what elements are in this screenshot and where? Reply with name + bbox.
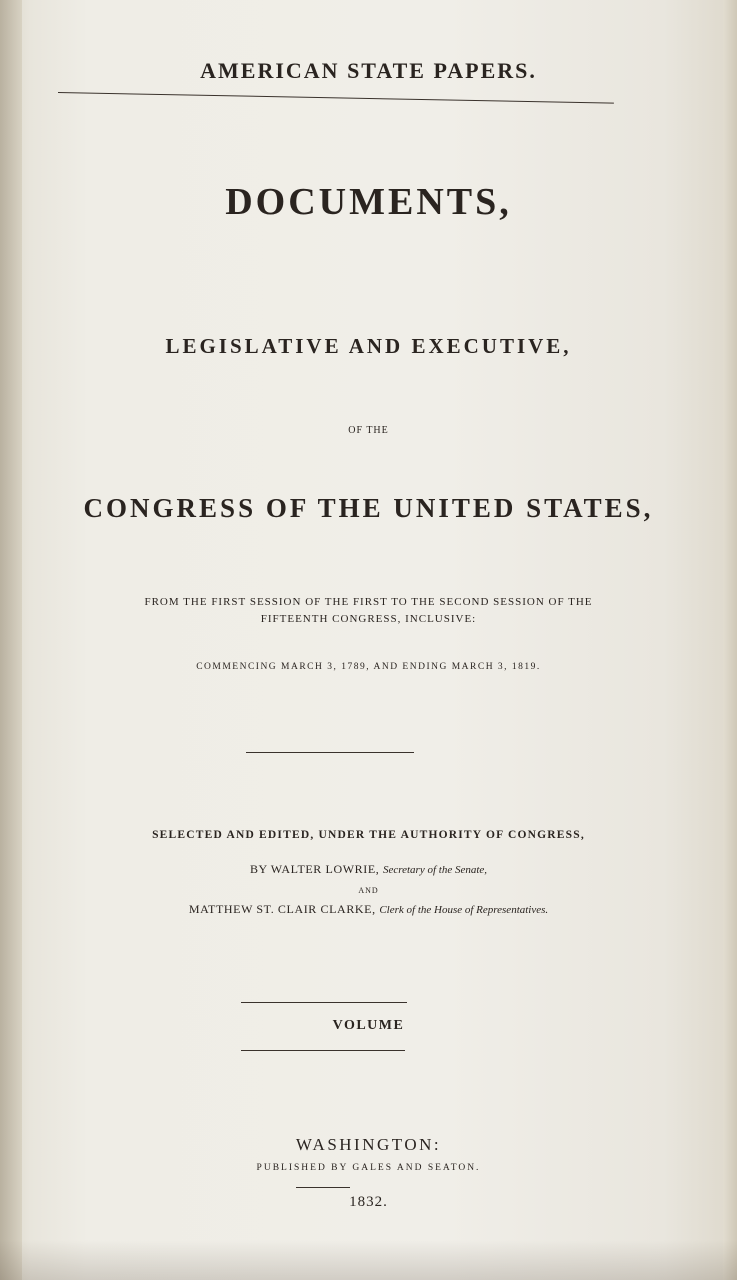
scope-line-1: FROM THE FIRST SESSION OF THE FIRST TO THE SECOND SESSION OF THE xyxy=(144,596,593,608)
volume-label: VOLUME xyxy=(332,1018,405,1033)
imprint-publisher: PUBLISHED BY GALES AND SEATON. xyxy=(256,1163,481,1173)
editor-1-name: BY WALTER LOWRIE, xyxy=(249,862,380,876)
main-title: DOCUMENTS, xyxy=(225,181,512,223)
divider-rule xyxy=(246,752,414,753)
imprint-city: WASHINGTON: xyxy=(295,1135,442,1154)
volume-rule-top xyxy=(241,1002,407,1003)
editorial-statement: SELECTED AND EDITED, UNDER THE AUTHORITY OF CONGRESS, xyxy=(152,829,585,841)
and-text: AND xyxy=(358,886,379,895)
page-bottom-shade xyxy=(0,1240,737,1280)
of-the-text: OF THE xyxy=(348,425,389,436)
scope-line-2: FIFTEENTH CONGRESS, INCLUSIVE: xyxy=(260,613,477,625)
editor-2-name: MATTHEW ST. CLAIR CLARKE, xyxy=(188,902,376,916)
editor-2-role: Clerk of the House of Representatives. xyxy=(379,904,549,916)
scope-statement xyxy=(0,594,737,628)
subtitle: LEGISLATIVE AND EXECUTIVE, xyxy=(165,334,572,358)
header-rule xyxy=(58,92,614,104)
imprint-year: 1832. xyxy=(349,1194,388,1210)
editor-1-role: Secretary of the Senate, xyxy=(382,864,488,876)
volume-rule-bottom xyxy=(241,1050,405,1051)
imprint-rule xyxy=(296,1187,350,1188)
editor-line-2 xyxy=(0,902,737,917)
series-header: AMERICAN STATE PAPERS. xyxy=(200,58,537,83)
date-range: COMMENCING MARCH 3, 1789, AND ENDING MARCH 3, 1819. xyxy=(196,662,541,672)
congress-title: CONGRESS OF THE UNITED STATES, xyxy=(83,493,654,523)
editor-line-1 xyxy=(0,862,737,877)
